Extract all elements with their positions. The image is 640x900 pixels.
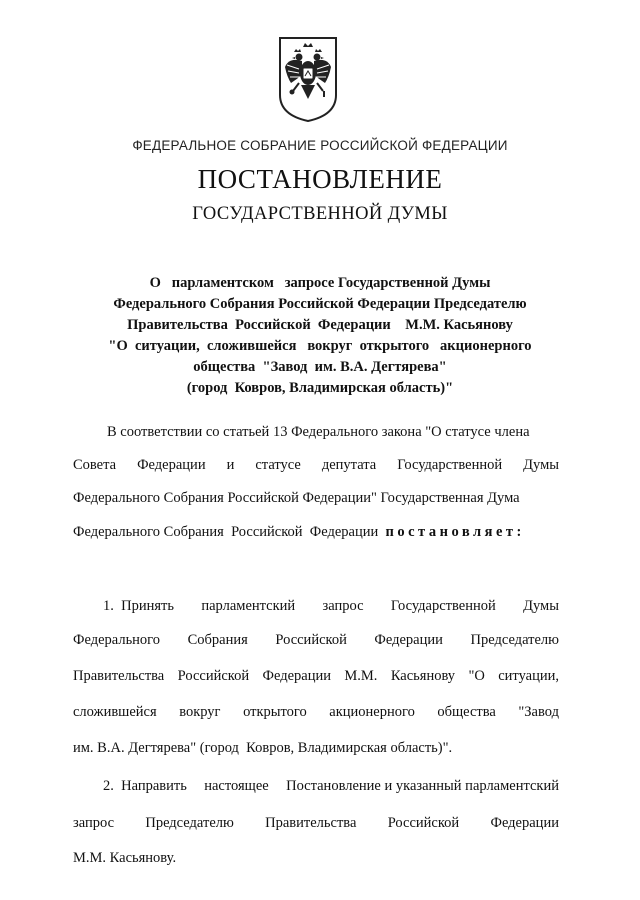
word: 2. Направить bbox=[103, 778, 187, 794]
subject-line: "О ситуации, сложившейся вокруг открытого акционерного bbox=[108, 338, 532, 354]
word: Председателю bbox=[145, 815, 234, 831]
org-name: ФЕДЕРАЛЬНОЕ СОБРАНИЕ РОССИЙСКОЙ ФЕДЕРАЦИИ bbox=[132, 138, 508, 153]
resolves-word: постановляет: bbox=[385, 524, 525, 540]
item-2-line-1 bbox=[103, 778, 559, 795]
subject-line: Правительства Российской Федерации М.М. Касьянову bbox=[127, 317, 513, 333]
word: настоящее bbox=[204, 778, 269, 794]
word: статусе bbox=[255, 457, 301, 473]
word: общества bbox=[437, 704, 496, 720]
word: Государственной bbox=[390, 598, 496, 614]
word: Председателю bbox=[470, 632, 559, 648]
subject-line: (город Ковров, Владимирская область)" bbox=[186, 380, 454, 396]
document-subtitle: ГОСУДАРСТВЕННОЙ ДУМЫ bbox=[192, 204, 448, 224]
item-2-line-2 bbox=[73, 815, 559, 832]
subject-line: Федерального Собрания Российской Федерации Председателю bbox=[113, 296, 527, 312]
word: Российской bbox=[387, 815, 460, 831]
word: акционерного bbox=[329, 704, 415, 720]
word: Постановление и указанный парламентский bbox=[286, 778, 559, 794]
word: вокруг bbox=[179, 704, 221, 720]
document-title: ПОСТАНОВЛЕНИЕ bbox=[197, 164, 443, 194]
word: "О bbox=[468, 668, 485, 684]
word: "Завод bbox=[518, 704, 559, 720]
preamble-text: Федерального Собрания Российской Федерации bbox=[73, 524, 382, 540]
word: Государственной bbox=[397, 457, 503, 473]
word: Федерации bbox=[137, 457, 206, 473]
subject-line: общества "Завод им. В.А. Дегтярева" bbox=[193, 359, 447, 375]
item-1-line-3 bbox=[73, 668, 559, 685]
word: Федерации bbox=[374, 632, 443, 648]
preamble-line-4 bbox=[73, 524, 559, 541]
resolution-subject bbox=[60, 273, 580, 399]
word: парламентский bbox=[201, 598, 296, 614]
word: открытого bbox=[243, 704, 307, 720]
coat-of-arms-icon bbox=[277, 35, 339, 123]
word: Правительства bbox=[73, 668, 165, 684]
word: Думы bbox=[523, 598, 559, 614]
word: запрос bbox=[73, 815, 115, 831]
word: запрос bbox=[322, 598, 364, 614]
word: Касьянову bbox=[390, 668, 456, 684]
word: сложившейся bbox=[73, 704, 157, 720]
word: М.М. bbox=[344, 668, 378, 684]
item-2-line-3: М.М. Касьянову. bbox=[73, 850, 177, 866]
preamble-line-3: Федерального Собрания Российской Федерации" Государственная Дума bbox=[73, 490, 520, 506]
word: Правительства bbox=[265, 815, 357, 831]
word: ситуации, bbox=[498, 668, 559, 684]
word: 1. Принять bbox=[103, 598, 174, 614]
item-1-line-1 bbox=[103, 598, 559, 615]
word: Собрания bbox=[187, 632, 248, 648]
word: Российской bbox=[275, 632, 347, 648]
word: Российской bbox=[177, 668, 250, 684]
word: Федерации bbox=[490, 815, 559, 831]
word: депутата bbox=[321, 457, 377, 473]
item-1-line-5: им. В.А. Дегтярева" (город Ковров, Владимирская область)". bbox=[73, 740, 453, 756]
preamble-line-2 bbox=[73, 457, 559, 474]
item-1-line-4 bbox=[73, 704, 559, 721]
word: и bbox=[226, 457, 235, 473]
preamble-line-1: В соответствии со статьей 13 Федерального закона "О статусе члена bbox=[107, 424, 530, 440]
word: Думы bbox=[523, 457, 559, 473]
subject-line: О парламентском запросе Государственной Думы bbox=[149, 275, 491, 291]
word: Федерального bbox=[73, 632, 161, 648]
word: Совета bbox=[73, 457, 117, 473]
word: Федерации bbox=[262, 668, 331, 684]
item-1-line-2 bbox=[73, 632, 559, 649]
